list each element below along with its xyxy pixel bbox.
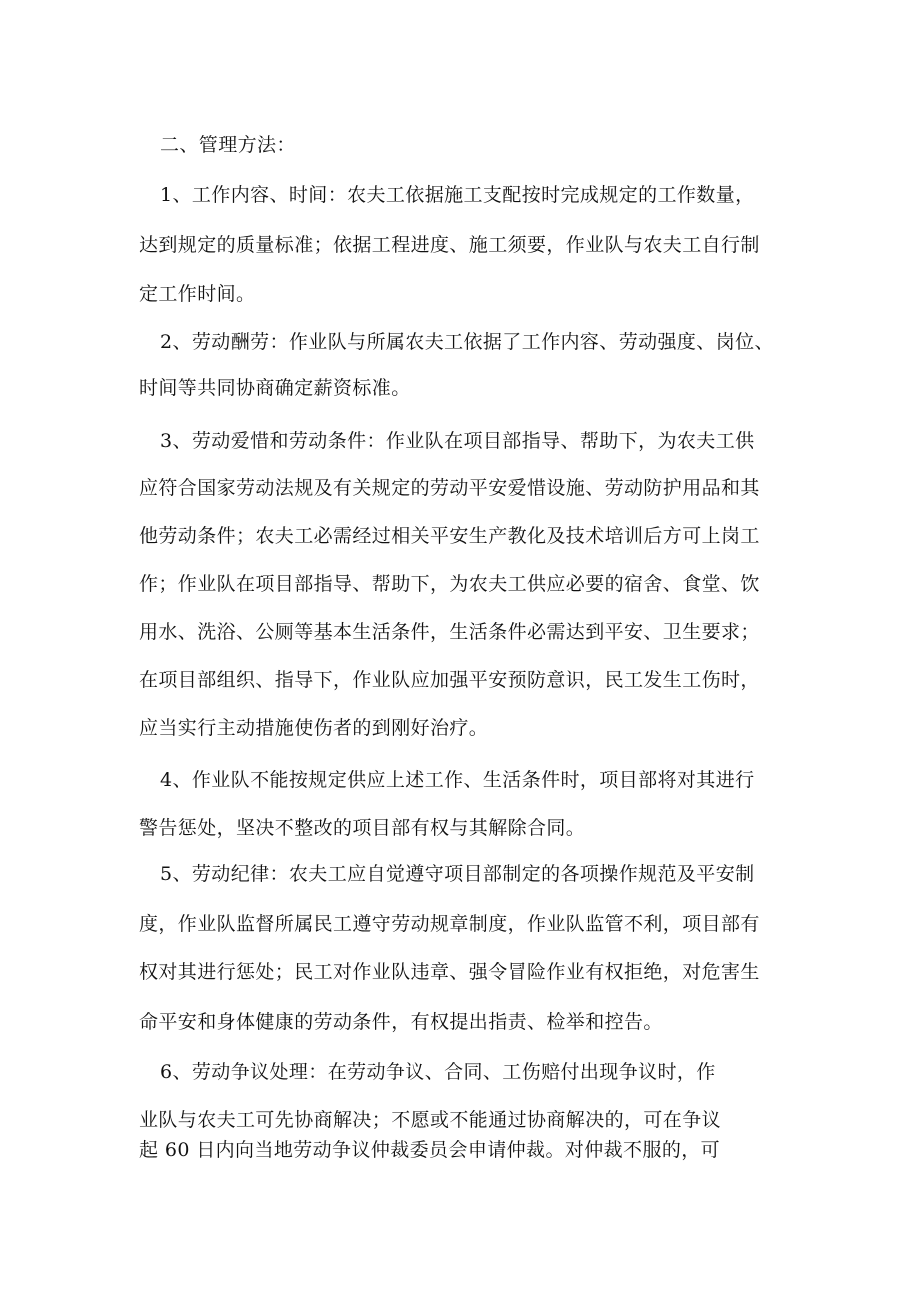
item-6-line-2: 业队与农夫工可先协商解决；不愿或不能通过协商解决的，可在争议 [139, 1109, 722, 1131]
item-3-line-1: 3、劳动爱惜和劳动条件：作业队在项目部指导、帮助下，为农夫工供 [160, 430, 755, 452]
item-1-line-2: 达到规定的质量标准；依据工程进度、施工须要，作业队与农夫工自行制 [139, 234, 760, 256]
item-2-line-2: 时间等共同协商确定薪资标准。 [139, 377, 411, 399]
item-4-line-1: 4、作业队不能按规定供应上述工作、生活条件时，项目部将对其进行 [160, 769, 755, 791]
item-3-line-6: 在项目部组织、指导下，作业队应加强平安预防意识，民工发生工伤时， [139, 669, 760, 691]
item-1-line-1: 1、工作内容、时间：农夫工依据施工支配按时完成规定的工作数量， [160, 184, 755, 206]
item-1-line-3: 定工作时间。 [139, 283, 256, 305]
item-5-line-4: 命平安和身体健康的劳动条件，有权提出指责、检举和控告。 [139, 1011, 663, 1033]
item-3-line-4: 作；作业队在项目部指导、帮助下，为农夫工供应必要的宿舍、食堂、饮 [139, 573, 760, 595]
item-3-line-2: 应符合国家劳动法规及有关规定的劳动平安爱惜设施、劳动防护用品和其 [139, 477, 760, 499]
item-3-line-3: 他劳动条件；农夫工必需经过相关平安生产教化及技术培训后方可上岗工 [139, 525, 760, 547]
item-4-line-2: 警告惩处，坚决不整改的项目部有权与其解除合同。 [139, 817, 586, 839]
item-6-line-1: 6、劳动争议处理：在劳动争议、合同、工伤赔付出现争议时，作 [160, 1061, 716, 1083]
item-5-line-3: 权对其进行惩处；民工对作业队违章、强令冒险作业有权拒绝，对危害生 [139, 961, 760, 983]
item-5-line-2: 度，作业队监督所属民工遵守劳动规章制度，作业队监管不利，项目部有 [139, 913, 760, 935]
item-3-line-7: 应当实行主动措施使伤者的到刚好治疗。 [139, 717, 489, 739]
section-heading: 二、管理方法： [160, 134, 296, 156]
item-3-line-5: 用水、洗浴、公厕等基本生活条件，生活条件必需达到平安、卫生要求； [139, 621, 760, 643]
item-5-line-1: 5、劳动纪律：农夫工应自觉遵守项目部制定的各项操作规范及平安制 [160, 863, 755, 885]
item-2-line-1: 2、劳动酬劳：作业队与所属农夫工依据了工作内容、劳动强度、岗位、 [160, 331, 774, 353]
item-6-line-3: 起 60 日内向当地劳动争议仲裁委员会申请仲裁。对仲裁不服的，可 [139, 1139, 721, 1161]
